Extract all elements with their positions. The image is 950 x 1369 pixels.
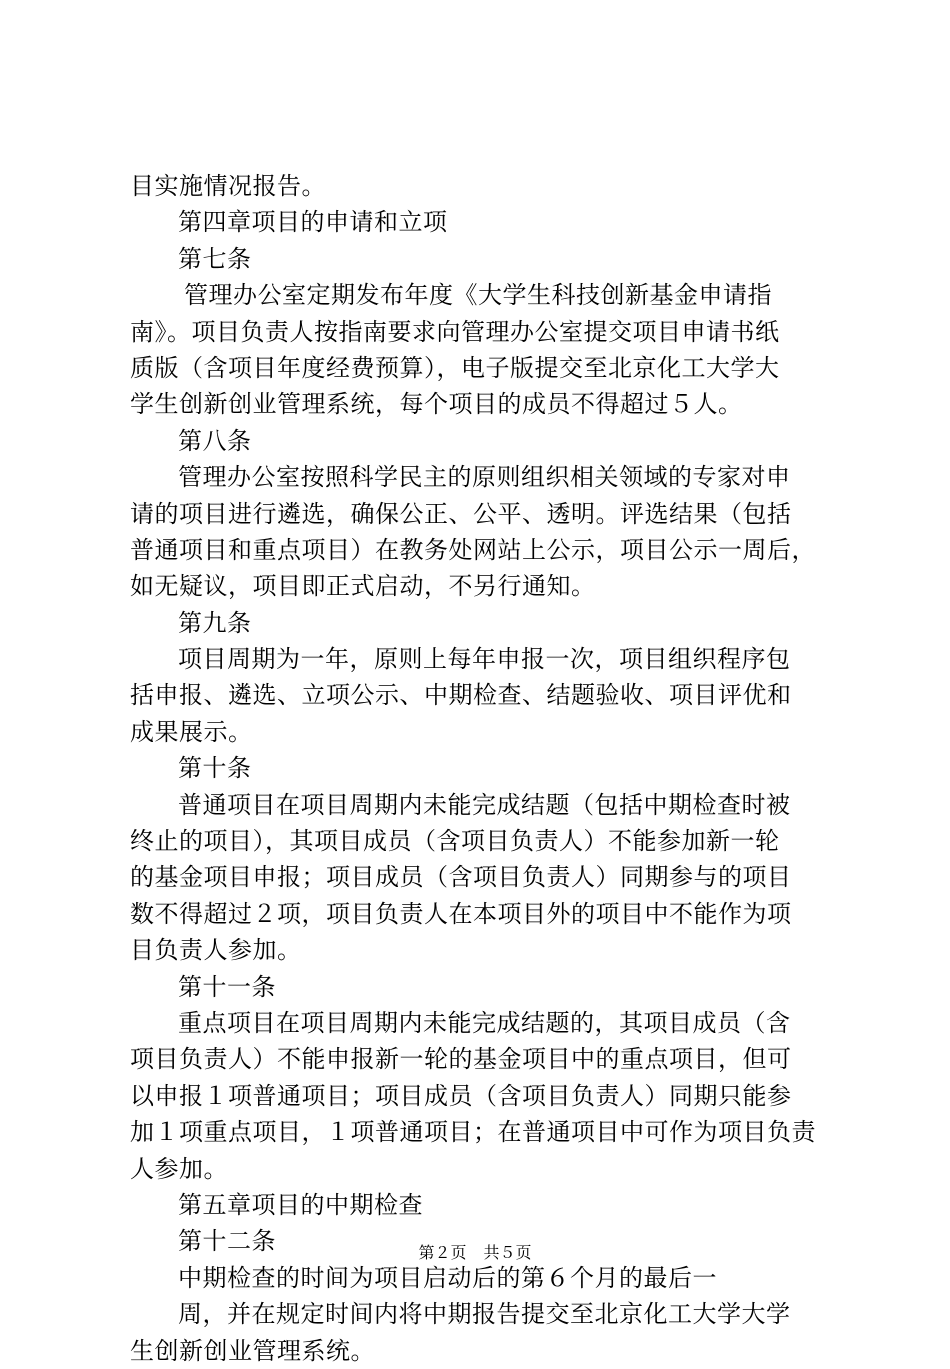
chapter-heading: 第五章项目的中期检查 [178, 1190, 423, 1219]
page-total: 共５页 [483, 1243, 532, 1262]
paragraph-line: 的基金项目申报；项目成员（含项目负责人）同期参与的项目 [130, 863, 792, 892]
paragraph-line: 管理办公室按照科学民主的原则组织相关领域的专家对申 [178, 463, 791, 492]
paragraph-line: 人参加。 [130, 1154, 228, 1183]
paragraph-line: 以申报１项普通项目；项目成员（含项目负责人）同期只能参 [130, 1081, 792, 1110]
article-heading: 第十一条 [178, 972, 276, 1001]
paragraph-line: 加１项重点项目，１项普通项目；在普通项目中可作为项目负责 [130, 1118, 816, 1147]
article-heading: 第七条 [178, 244, 252, 273]
paragraph-line: 管理办公室定期发布年度《大学生科技创新基金申请指 [184, 281, 772, 310]
paragraph-line: 重点项目在项目周期内未能完成结题的，其项目成员（含 [178, 1008, 791, 1037]
page-number: 第２页 [418, 1243, 467, 1262]
document-body [130, 168, 830, 1369]
paragraph-line: 请的项目进行遴选，确保公正、公平、透明。评选结果（包括 [130, 499, 792, 528]
paragraph-line: 目负责人参加。 [130, 936, 302, 965]
paragraph-line: 成果展示。 [130, 717, 253, 746]
article-heading: 第十条 [178, 754, 252, 783]
paragraph-line: 如无疑议，项目即正式启动，不另行通知。 [130, 572, 596, 601]
paragraph-line: 生创新创业管理系统。 [130, 1336, 375, 1365]
chapter-heading: 第四章项目的申请和立项 [178, 208, 448, 237]
paragraph-line: 终止的项目），其项目成员（含项目负责人）不能参加新一轮 [130, 827, 780, 856]
page-footer [0, 1241, 950, 1265]
article-heading: 第八条 [178, 426, 252, 455]
paragraph-line: 周，并在规定时间内将中期报告提交至北京化工大学大学 [178, 1300, 791, 1329]
paragraph-line: 普通项目和重点项目）在教务处网站上公示，项目公示一周后， [130, 535, 816, 564]
article-heading: 第九条 [178, 608, 252, 637]
paragraph-line: 数不得超过２项，项目负责人在本项目外的项目中不能作为项 [130, 899, 792, 928]
paragraph-line: 普通项目在项目周期内未能完成结题（包括中期检查时被 [178, 790, 791, 819]
paragraph-line: 质版（含项目年度经费预算），电子版提交至北京化工大学大 [130, 353, 780, 382]
paragraph-line: 南》。项目负责人按指南要求向管理办公室提交项目申请书纸 [130, 317, 780, 346]
paragraph-line: 括申报、遴选、立项公示、中期检查、结题验收、项目评优和 [130, 681, 792, 710]
paragraph-line: 项目负责人）不能申报新一轮的基金项目中的重点项目，但可 [130, 1045, 792, 1074]
paragraph-continuation: 目实施情况报告。 [130, 172, 326, 200]
article-heading: 第十二条 [178, 1227, 276, 1256]
paragraph-line: 学生创新创业管理系统，每个项目的成员不得超过５人。 [130, 390, 743, 419]
paragraph-line: 中期检查的时间为项目启动后的第６个月的最后一 [178, 1263, 717, 1292]
paragraph-line: 项目周期为一年，原则上每年申报一次，项目组织程序包 [178, 645, 791, 674]
